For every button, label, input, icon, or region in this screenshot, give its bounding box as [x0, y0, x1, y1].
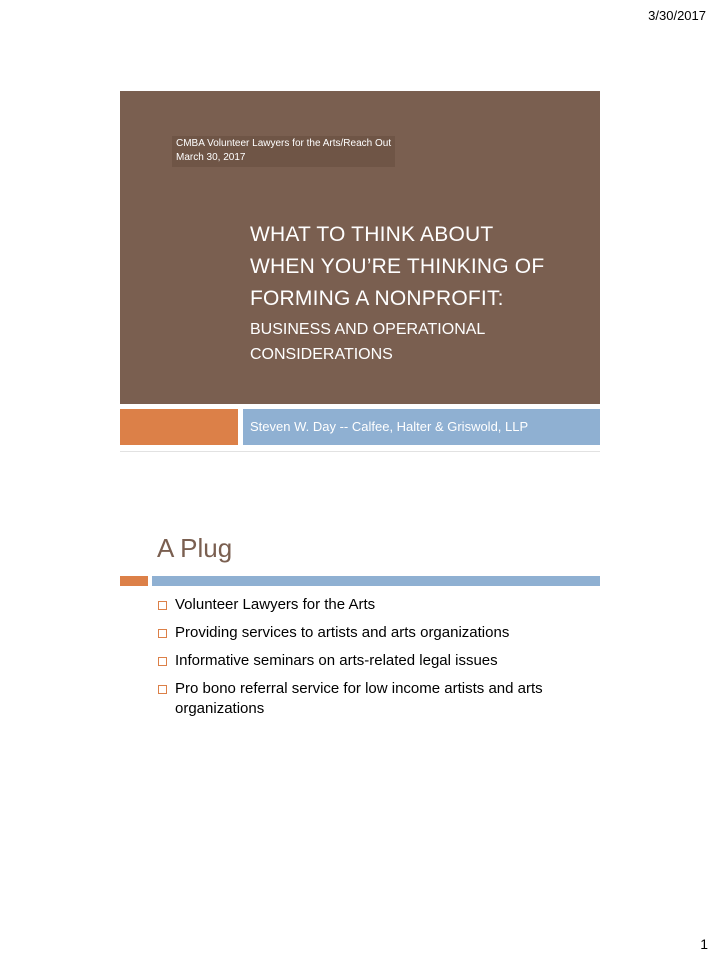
bullet-text: Informative seminars on arts-related legal issues — [175, 652, 498, 669]
presenter-name: Steven W. Day -- Calfee, Halter & Griswold, LLP — [250, 419, 529, 434]
event-date: March 30, 2017 — [176, 152, 246, 163]
bullet-text: Volunteer Lawyers for the Arts — [175, 596, 376, 613]
blue-accent-bar — [152, 576, 600, 586]
square-bullet-icon — [158, 657, 167, 666]
slide-title-line: WHAT TO THINK ABOUT — [250, 223, 494, 246]
event-name: CMBA Volunteer Lawyers for the Arts/Reach Out — [176, 138, 392, 149]
title-slide — [120, 91, 600, 451]
bullet-list — [158, 595, 588, 727]
page-date: 3/30/2017 — [648, 8, 706, 23]
slide-title-line: WHEN YOU’RE THINKING OF — [250, 255, 545, 278]
square-bullet-icon — [158, 629, 167, 638]
bullet-item — [158, 679, 588, 719]
bullet-item — [158, 623, 588, 643]
slide-subtitle — [250, 317, 580, 367]
bullet-text: Pro bono referral service for low income artists and arts organizations — [175, 680, 543, 717]
title-slide-header-panel — [120, 91, 600, 404]
presenter-bar — [243, 409, 600, 445]
bullet-text: Providing services to artists and arts organizations — [175, 624, 510, 641]
orange-accent-bar — [120, 409, 238, 445]
page-number: 1 — [700, 936, 708, 952]
square-bullet-icon — [158, 601, 167, 610]
bullet-item — [158, 651, 588, 671]
event-info — [172, 136, 395, 167]
slide-divider — [120, 451, 600, 452]
slide-title — [250, 219, 580, 315]
slide-subtitle-line: CONSIDERATIONS — [250, 346, 393, 363]
slide-title-line: FORMING A NONPROFIT: — [250, 287, 504, 310]
plug-slide — [120, 500, 600, 860]
orange-accent-bar — [120, 576, 148, 586]
slide-title-block — [250, 219, 580, 367]
square-bullet-icon — [158, 685, 167, 694]
slide-subtitle-line: BUSINESS AND OPERATIONAL — [250, 321, 486, 338]
plug-slide-title: A Plug — [157, 533, 233, 563]
bullet-item — [158, 595, 588, 615]
